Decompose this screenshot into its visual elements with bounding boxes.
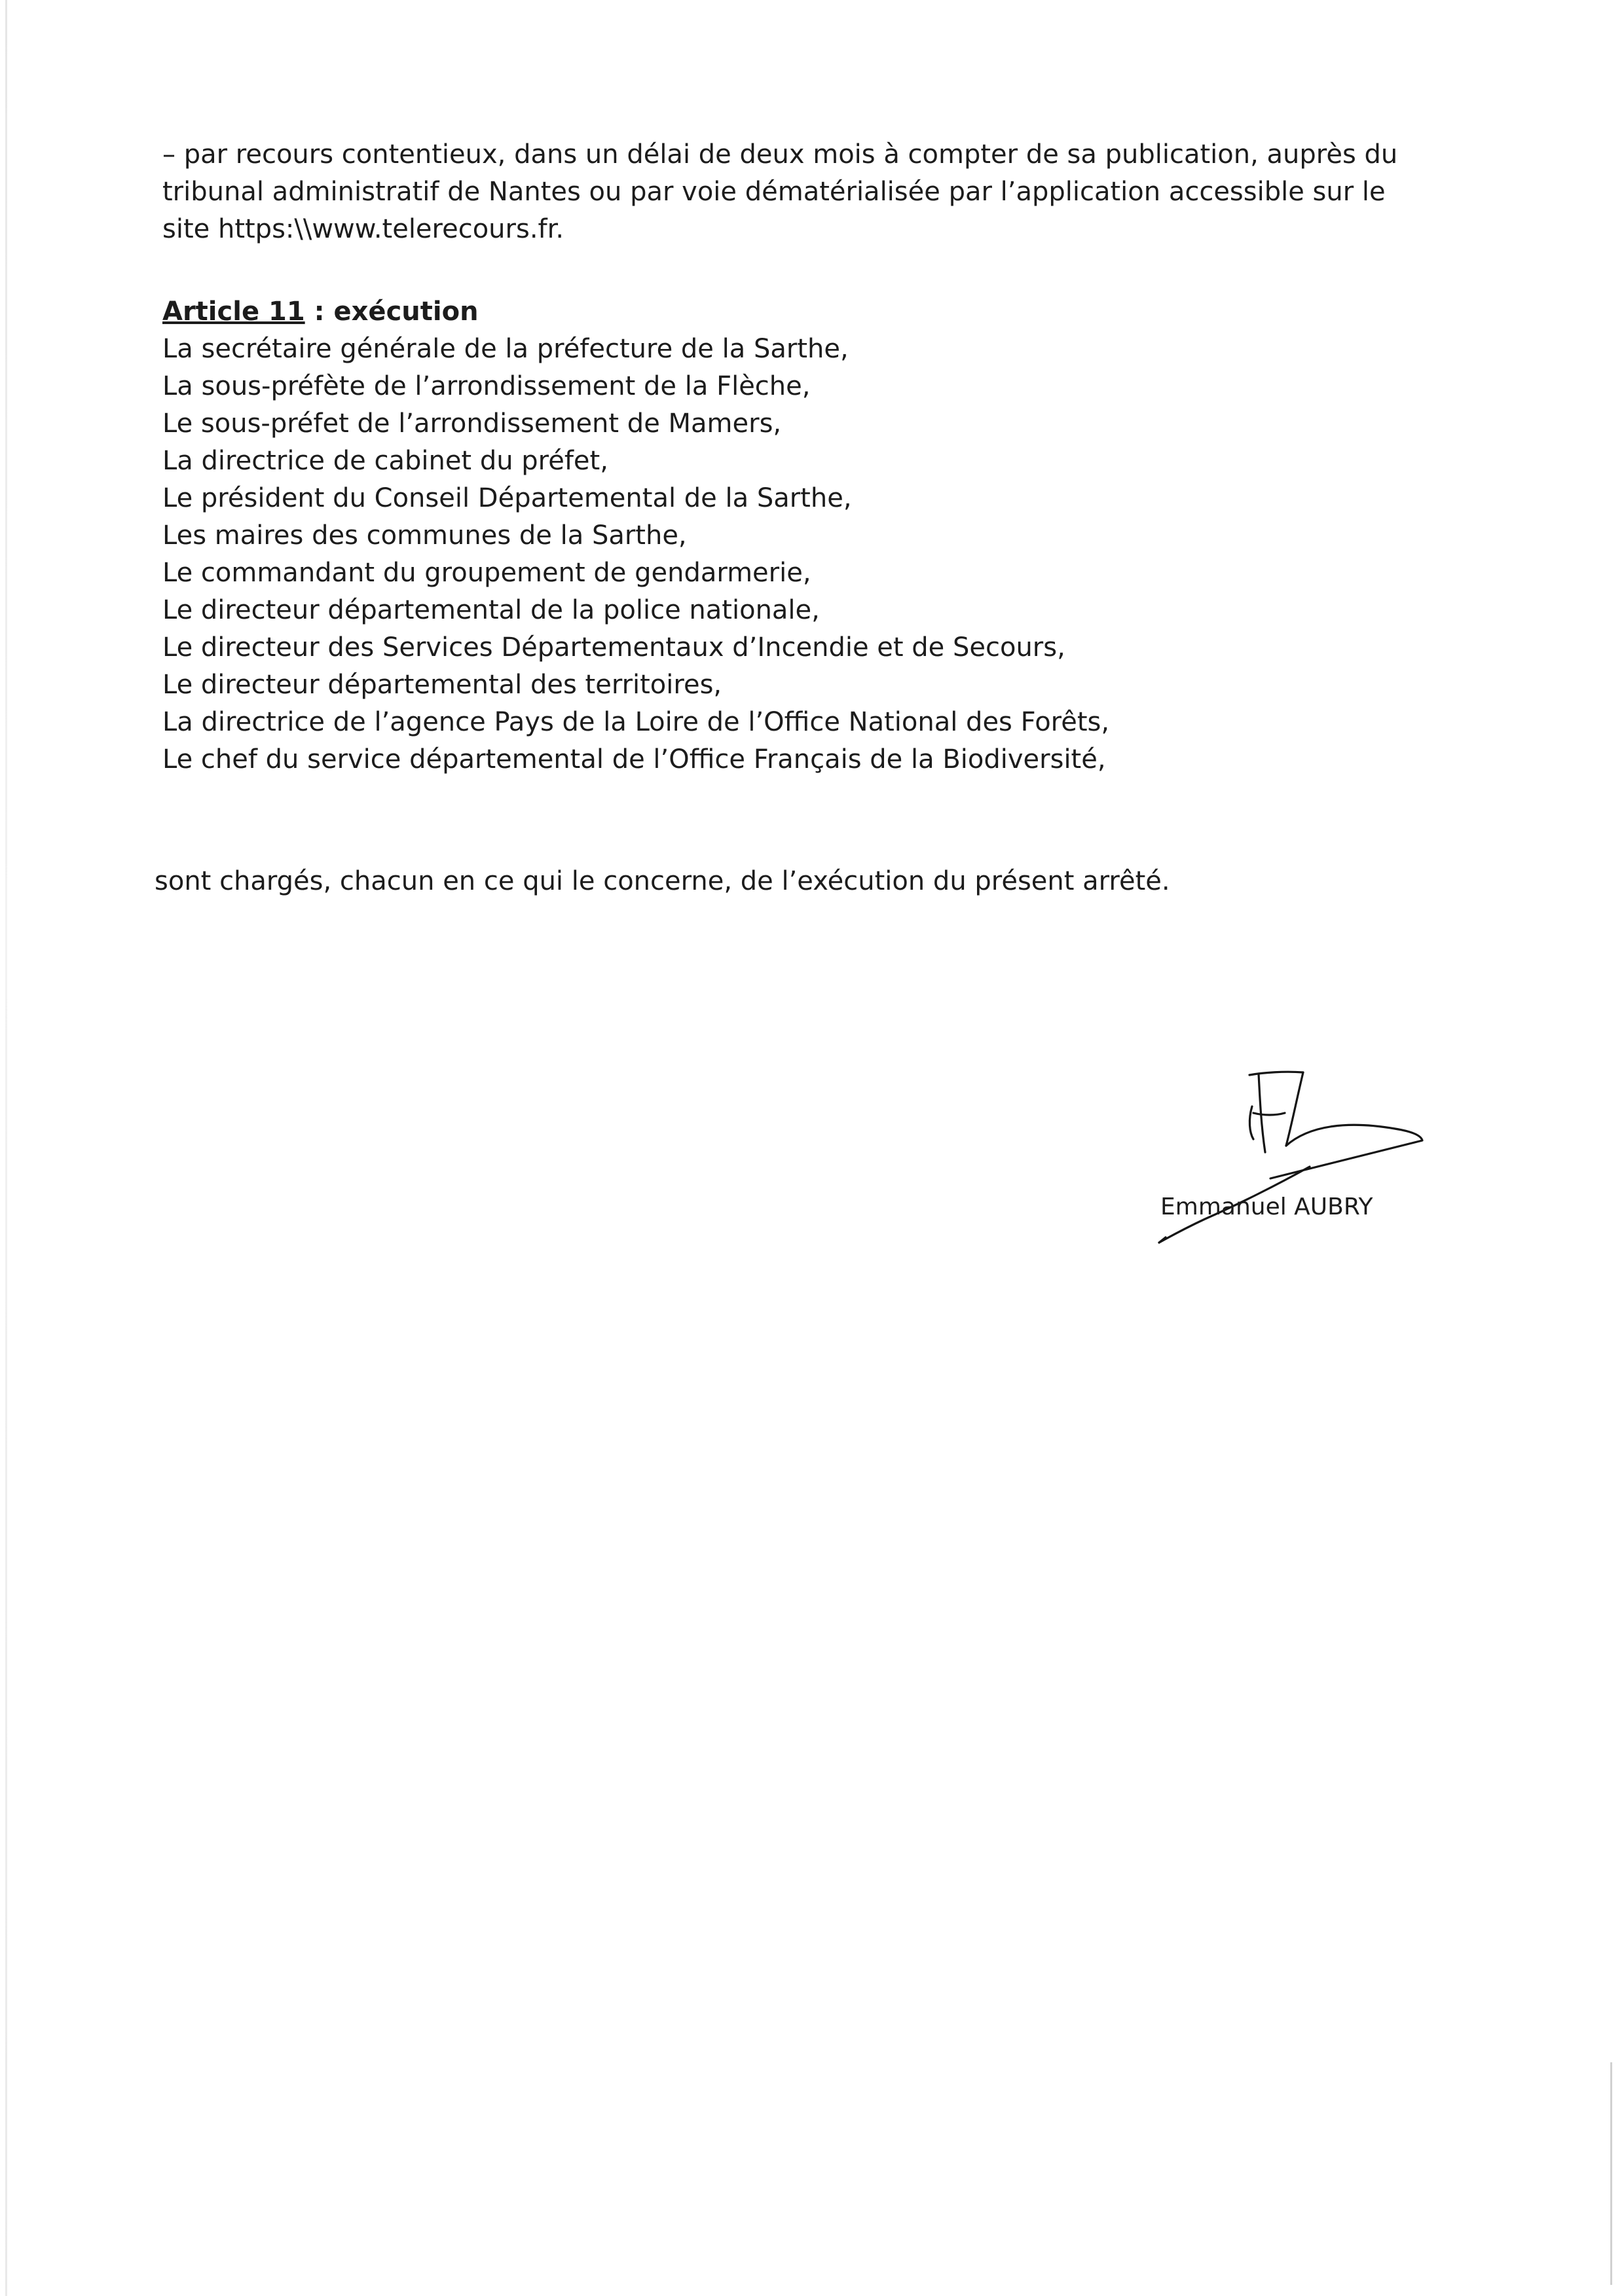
handwritten-signature — [1113, 1048, 1454, 1270]
recipient-list — [162, 331, 1498, 778]
article-heading — [162, 293, 1498, 331]
recipient-item: La directrice de cabinet du préfet, — [162, 446, 608, 476]
recipient-item: Le président du Conseil Départemental de la Sarthe, — [162, 483, 852, 513]
recipient-item: Le commandant du groupement de gendarmerie, — [162, 558, 811, 588]
closing-statement: sont chargés, chacun en ce qui le concerne, de l’exécution du présent arrêté. — [155, 866, 1170, 896]
recipient-item: La directrice de l’agence Pays de la Loire de l’Office National des Forêts, — [162, 707, 1110, 737]
recipient-item: Le chef du service départemental de l’Office Français de la Biodiversité, — [162, 744, 1106, 774]
paragraph-line: – par recours contentieux, dans un délai de deux mois à compter de sa publication, auprès du — [162, 139, 1398, 170]
article-title: : exécution — [304, 297, 479, 327]
signature-block — [1113, 1048, 1454, 1270]
recipient-item: Les maires des communes de la Sarthe, — [162, 520, 687, 551]
recipient-item: Le sous-préfet de l’arrondissement de Mamers, — [162, 409, 782, 439]
recipient-item: Le directeur des Services Départementaux d’Incendie et de Secours, — [162, 632, 1065, 663]
signer-name: Emmanuel AUBRY — [1160, 1194, 1373, 1220]
scan-edge — [1610, 2062, 1612, 2285]
recipient-item: La sous-préfète de l’arrondissement de la Flèche, — [162, 371, 811, 401]
paragraph-line: site https:\\www.telerecours.fr. — [162, 214, 564, 244]
article-11 — [162, 293, 1498, 778]
recipient-item: La secrétaire générale de la préfecture de la Sarthe, — [162, 334, 849, 364]
paragraph-line: tribunal administratif de Nantes ou par voie dématérialisée par l’application accessible sur le — [162, 177, 1386, 207]
recipient-item: Le directeur départemental des territoires, — [162, 670, 722, 700]
scan-edge — [5, 0, 7, 2296]
appeal-paragraph — [162, 136, 1498, 248]
article-number: Article 11 — [162, 297, 305, 327]
recipient-item: Le directeur départemental de la police nationale, — [162, 595, 820, 625]
